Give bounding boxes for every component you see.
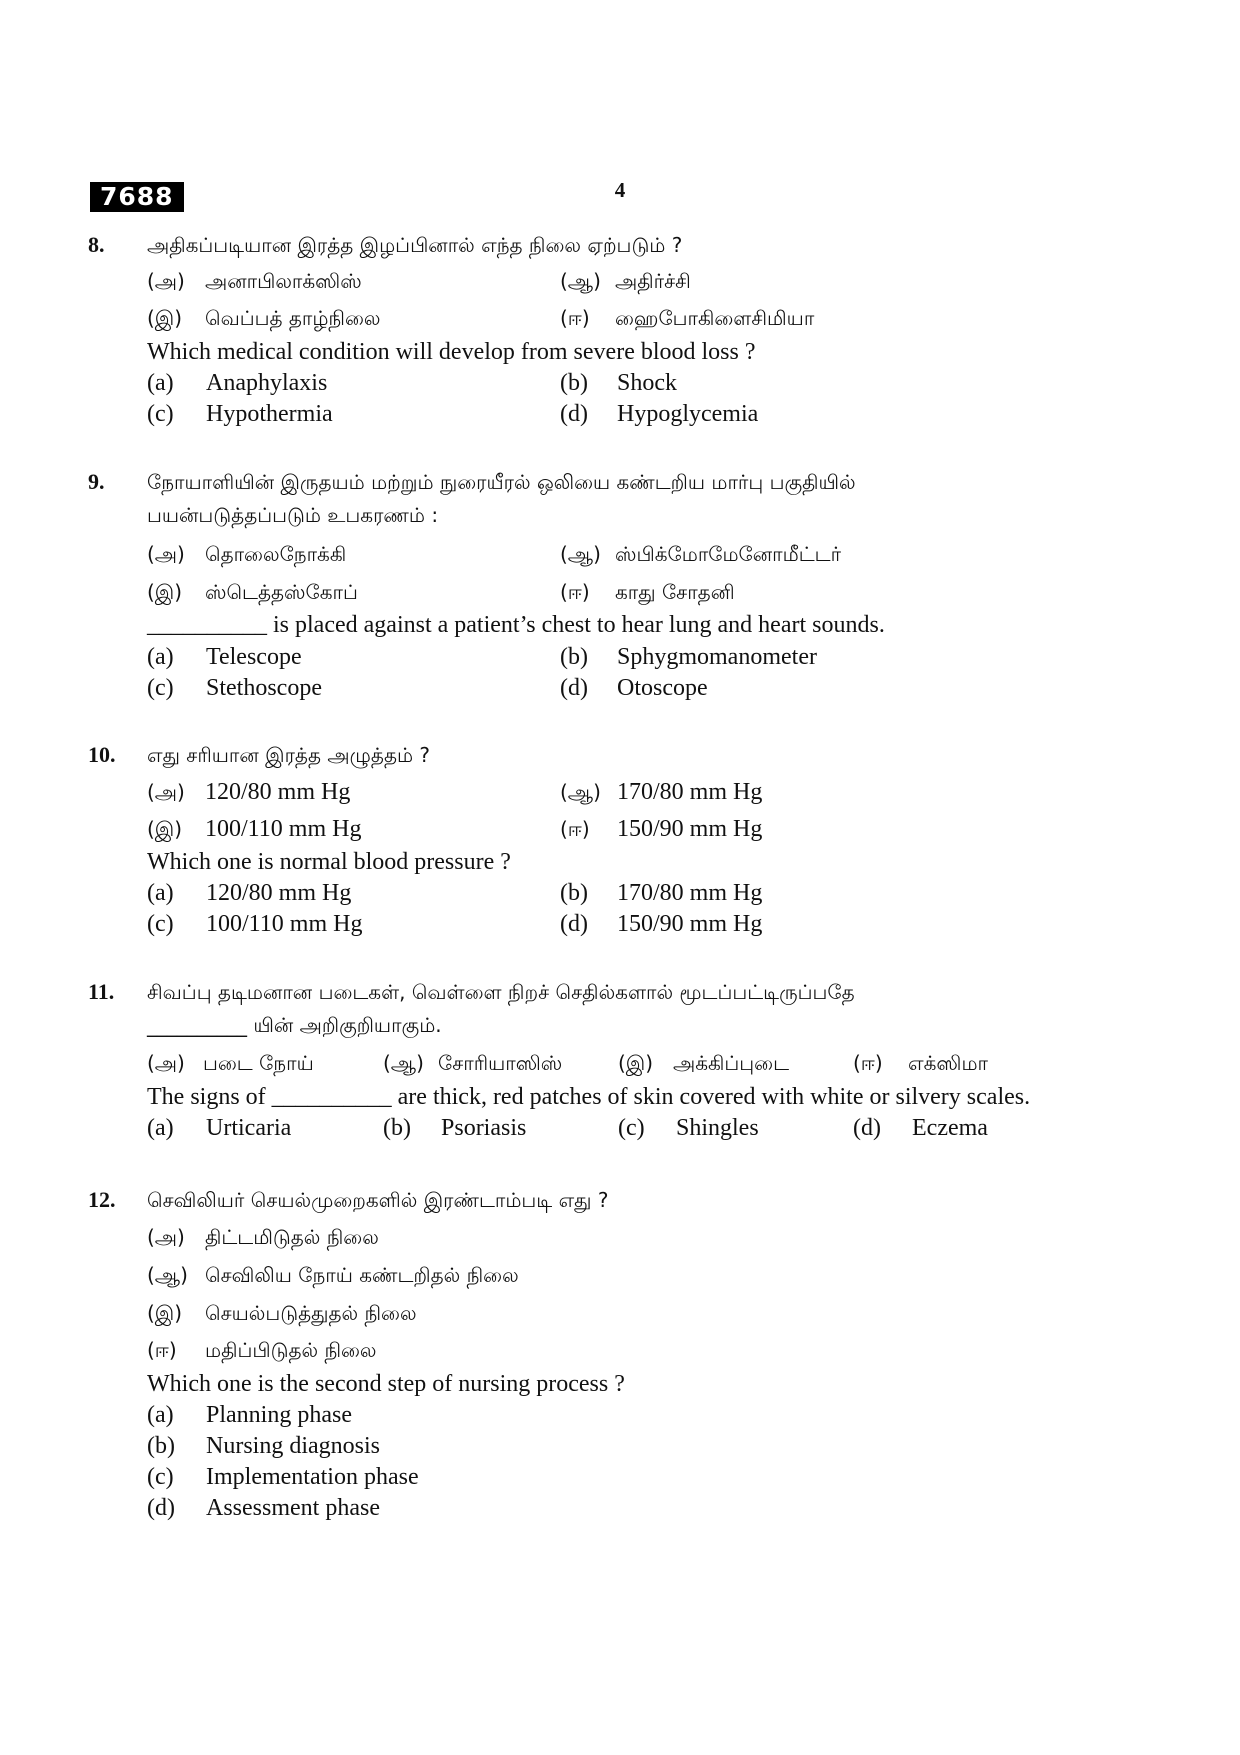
english-question: The signs of __________ are thick, red patches of skin covered with white or silvery scales. [147, 1084, 1031, 1110]
english-option-label: (b) [383, 1115, 411, 1141]
tamil-option-text: ஸ்டெத்தஸ்கோப் [205, 580, 358, 604]
english-option-text: Implementation phase [206, 1464, 419, 1490]
english-option-text: Assessment phase [206, 1495, 380, 1521]
question-number: 12. [88, 1187, 116, 1212]
tamil-option-label: (ஈ) [853, 1051, 883, 1075]
tamil-option-label: (ஈ) [560, 306, 590, 330]
english-option-label: (c) [147, 911, 174, 937]
tamil-option-label: (இ) [147, 817, 183, 841]
tamil-option-label: (அ) [147, 269, 185, 293]
tamil-option-label: (இ) [147, 306, 183, 330]
tamil-option-label: (இ) [618, 1051, 654, 1075]
english-question: Which medical condition will develop from severe blood loss ? [147, 339, 756, 365]
english-question: Which one is normal blood pressure ? [147, 849, 511, 875]
tamil-option-text: செவிலிய நோய் கண்டறிதல் நிலை [205, 1263, 519, 1287]
question-number: 9. [88, 469, 105, 494]
english-option-label: (a) [147, 370, 174, 396]
tamil-option-label: (அ) [147, 1051, 185, 1075]
english-option-text: Urticaria [206, 1115, 292, 1141]
english-option-label: (b) [560, 644, 588, 670]
tamil-option-text: அதிர்ச்சி [615, 269, 691, 293]
tamil-option-text: செயல்படுத்துதல் நிலை [205, 1301, 417, 1325]
tamil-option-text: ஹைபோகிளைசிமியா [615, 306, 815, 330]
tamil-option-text: திட்டமிடுதல் நிலை [205, 1225, 379, 1249]
english-option-text: Eczema [912, 1115, 988, 1141]
english-option-label: (c) [147, 1464, 174, 1490]
english-option-text: 170/80 mm Hg [617, 880, 763, 906]
english-option-text: Planning phase [206, 1402, 352, 1428]
tamil-option-text: ஸ்பிக்மோமேனோமீட்டர் [615, 542, 842, 566]
tamil-option-text: படை நோய் [203, 1051, 314, 1075]
english-option-label: (a) [147, 1402, 174, 1428]
english-option-text: Sphygmomanometer [617, 644, 817, 670]
english-option-text: 150/90 mm Hg [617, 911, 763, 937]
tamil-option-label: (அ) [147, 780, 185, 804]
tamil-option-text: சோரியாஸிஸ் [438, 1051, 563, 1075]
english-option-text: 120/80 mm Hg [206, 880, 352, 906]
english-option-label: (a) [147, 644, 174, 670]
paper-code-badge: 7688 [90, 182, 184, 212]
english-option-label: (d) [853, 1115, 881, 1141]
tamil-option-label: (ஆ) [147, 1263, 188, 1287]
english-question: Which one is the second step of nursing process ? [147, 1371, 625, 1397]
english-option-label: (b) [147, 1433, 175, 1459]
tamil-option-text: 150/90 mm Hg [617, 816, 763, 842]
english-option-label: (d) [147, 1495, 175, 1521]
question-number: 8. [88, 232, 105, 257]
tamil-question: எது சரியான இரத்த அழுத்தம் ? [147, 743, 431, 767]
english-option-text: Otoscope [617, 675, 708, 701]
tamil-option-label: (ஈ) [560, 817, 590, 841]
english-option-label: (c) [147, 401, 174, 427]
tamil-option-label: (இ) [147, 1301, 183, 1325]
tamil-option-text: 120/80 mm Hg [205, 779, 351, 805]
tamil-option-label: (அ) [147, 1225, 185, 1249]
tamil-question: __________ யின் அறிகுறியாகும். [147, 1013, 442, 1037]
tamil-option-text: அனாபிலாக்ஸிஸ் [205, 269, 362, 293]
english-option-text: Hypoglycemia [617, 401, 759, 427]
tamil-question: அதிகப்படியான இரத்த இழப்பினால் எந்த நிலை ஏற்படும் ? [147, 233, 683, 257]
question-number: 10. [88, 742, 116, 767]
english-option-text: Nursing diagnosis [206, 1433, 380, 1459]
tamil-option-text: தொலைநோக்கி [205, 542, 347, 566]
tamil-question: நோயாளியின் இருதயம் மற்றும் நுரையீரல் ஒலியை கண்டறிய மார்பு பகுதியில் [147, 470, 856, 494]
english-option-label: (c) [618, 1115, 645, 1141]
tamil-question: செவிலியர் செயல்முறைகளில் இரண்டாம்படி எது ? [147, 1188, 609, 1212]
tamil-option-text: எக்ஸிமா [908, 1051, 988, 1075]
english-option-text: Hypothermia [206, 401, 333, 427]
tamil-option-text: 170/80 mm Hg [617, 779, 763, 805]
english-option-label: (d) [560, 401, 588, 427]
tamil-question: பயன்படுத்தப்படும் உபகரணம் : [147, 503, 439, 527]
english-question: __________ is placed against a patient’s chest to hear lung and heart sounds. [147, 612, 885, 638]
english-option-text: Shock [617, 370, 677, 396]
tamil-option-label: (இ) [147, 580, 183, 604]
tamil-option-label: (ஆ) [383, 1051, 424, 1075]
tamil-option-text: மதிப்பிடுதல் நிலை [205, 1338, 377, 1362]
english-option-label: (b) [560, 880, 588, 906]
tamil-option-label: (ஈ) [560, 580, 590, 604]
english-option-text: Shingles [676, 1115, 759, 1141]
english-option-text: Anaphylaxis [206, 370, 328, 396]
english-option-text: 100/110 mm Hg [206, 911, 363, 937]
tamil-question: சிவப்பு தடிமனான படைகள், வெள்ளை நிறச் செதில்களால் மூடப்பட்டிருப்பதே [147, 980, 855, 1004]
english-option-label: (d) [560, 675, 588, 701]
page-number: 4 [614, 178, 626, 202]
english-option-label: (a) [147, 1115, 174, 1141]
english-option-label: (b) [560, 370, 588, 396]
tamil-option-label: (ஆ) [560, 780, 601, 804]
tamil-option-label: (ஈ) [147, 1338, 177, 1362]
tamil-option-label: (ஆ) [560, 269, 601, 293]
english-option-label: (d) [560, 911, 588, 937]
english-option-text: Stethoscope [206, 675, 322, 701]
tamil-option-text: அக்கிப்புடை [673, 1051, 790, 1075]
question-number: 11. [88, 979, 115, 1004]
english-option-text: Psoriasis [441, 1115, 527, 1141]
english-option-text: Telescope [206, 644, 302, 670]
english-option-label: (c) [147, 675, 174, 701]
tamil-option-label: (அ) [147, 542, 185, 566]
tamil-option-text: காது சோதனி [615, 580, 735, 604]
tamil-option-text: 100/110 mm Hg [205, 816, 362, 842]
tamil-option-label: (ஆ) [560, 542, 601, 566]
english-option-label: (a) [147, 880, 174, 906]
tamil-option-text: வெப்பத் தாழ்நிலை [205, 306, 381, 330]
